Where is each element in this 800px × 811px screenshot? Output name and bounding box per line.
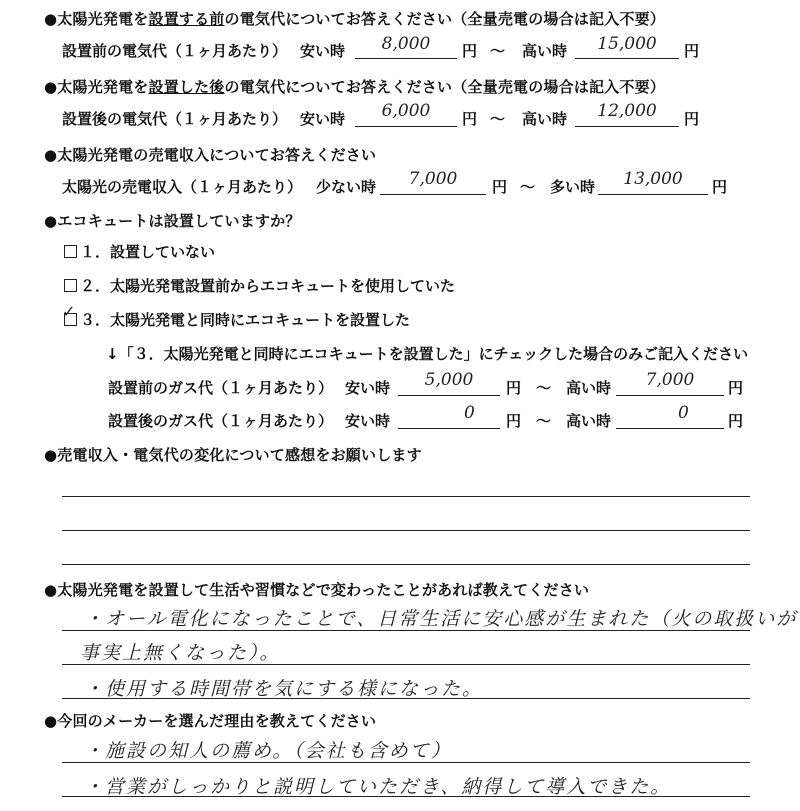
q1-high-value: 15,000: [597, 34, 657, 54]
q2-high-label: 高い時: [522, 110, 568, 128]
q6-answer-line-1[interactable]: [62, 630, 750, 631]
q7-comment-1: ・施設の知人の薦め。（会社も含めて）: [84, 740, 452, 762]
q7-title: ●今回のメーカーを選んだ理由を教えてください: [44, 712, 377, 730]
q5-answer-line-2[interactable]: [62, 530, 750, 531]
q2-tilde: 〜: [490, 110, 506, 128]
q3-label: 太陽光の売電収入（１ヶ月あたり）: [62, 178, 303, 196]
q7-answer-line-1[interactable]: [62, 762, 750, 763]
q1-title: [44, 8, 665, 29]
q2-title: [44, 76, 665, 97]
q3-high-value: 13,000: [623, 169, 683, 189]
q5-answer-line-1[interactable]: [62, 496, 750, 497]
gas-after-high-label: 高い時: [566, 412, 612, 430]
q3-title: ●太陽光発電の売電収入についてお答えください: [44, 146, 377, 164]
gas-before-low-label: 安い時: [345, 379, 391, 397]
q4-option-2-checkbox[interactable]: [64, 279, 77, 292]
gas-before-high-unit: 円: [728, 379, 744, 397]
q4-option-3-label: ３．太陽光発電と同時にエコキュートを設置した: [80, 311, 411, 329]
q2-title-pre: ●太陽光発電を: [44, 78, 149, 96]
gas-before-low-value: 5,000: [424, 370, 474, 390]
gas-before-high-label: 高い時: [566, 379, 612, 397]
q6-answer-line-3[interactable]: [62, 698, 750, 699]
gas-after-low-value: 0: [464, 403, 475, 423]
q1-low-label: 安い時: [300, 42, 346, 60]
q3-low-value: 7,000: [408, 169, 458, 189]
q1-title-pre: ●太陽光発電を: [44, 10, 149, 28]
q7-answer-line-2[interactable]: [62, 796, 750, 797]
q1-title-post: の電気代についてお答えください（全量売電の場合は記入不要）: [224, 10, 666, 28]
q5-answer-line-3[interactable]: [62, 564, 750, 565]
gas-after-tilde: 〜: [536, 412, 552, 430]
q1-high-unit: 円: [684, 42, 700, 60]
gas-before-high-value: 7,000: [645, 370, 695, 390]
check-mark-icon: ✓: [62, 302, 76, 321]
q1-low-unit: 円: [462, 42, 478, 60]
q4-note: ↓「３．太陽光発電と同時にエコキュートを設置した」にチェックした場合のみご記入ください: [106, 345, 749, 363]
q5-title: ●売電収入・電気代の変化について感想をお願いします: [44, 446, 422, 464]
gas-after-high-value: 0: [678, 403, 689, 423]
q2-title-underlined: 設置した後: [148, 78, 225, 96]
q1-label: 設置前の電気代（１ヶ月あたり）: [62, 42, 288, 60]
q6-title: ●太陽光発電を設置して生活や習慣などで変わったことがあれば教えてください: [44, 581, 590, 599]
q2-label: 設置後の電気代（１ヶ月あたり）: [62, 110, 288, 128]
q4-title: ●エコキュートは設置していますか？: [44, 212, 301, 230]
q3-high-label: 多い時: [550, 178, 596, 196]
q2-high-unit: 円: [684, 110, 700, 128]
q1-low-value: 8,000: [381, 34, 431, 54]
q6-comment-3: ・使用する時間帯を気にする様になった。: [84, 678, 484, 700]
q3-low-unit: 円: [492, 178, 508, 196]
gas-after-low-unit: 円: [506, 412, 522, 430]
gas-before-low-unit: 円: [506, 379, 522, 397]
q6-answer-line-2[interactable]: [62, 664, 750, 665]
q7-comment-2: ・営業がしっかりと説明していただき、納得して導入できた。: [84, 776, 672, 798]
gas-after-high-unit: 円: [728, 412, 744, 430]
gas-before-label: 設置前のガス代（１ヶ月あたり）: [108, 379, 334, 397]
q2-high-value: 12,000: [597, 101, 657, 121]
q1-tilde: 〜: [490, 42, 506, 60]
q3-high-unit: 円: [712, 178, 728, 196]
gas-after-low-label: 安い時: [345, 412, 391, 430]
q2-low-unit: 円: [462, 110, 478, 128]
q1-high-label: 高い時: [522, 42, 568, 60]
q3-tilde: 〜: [520, 178, 536, 196]
q3-low-label: 少ない時: [316, 178, 377, 196]
q4-option-1-label: １．設置していない: [80, 243, 216, 261]
gas-before-tilde: 〜: [536, 379, 552, 397]
q4-option-1-checkbox[interactable]: [64, 245, 77, 258]
q1-title-underlined: 設置する前: [148, 10, 225, 28]
q2-title-post: の電気代についてお答えください（全量売電の場合は記入不要）: [224, 78, 666, 96]
gas-after-label: 設置後のガス代（１ヶ月あたり）: [108, 412, 334, 430]
q2-low-value: 6,000: [381, 101, 431, 121]
q4-option-2-label: ２．太陽光発電設置前からエコキュートを使用していた: [80, 277, 456, 295]
q2-low-label: 安い時: [300, 110, 346, 128]
q6-comment-2: 事実上無くなった）。: [80, 642, 281, 664]
q6-comment-1: ・オール電化になったことで、日常生活に安心感が生まれた（火の取扱いが: [84, 608, 798, 630]
